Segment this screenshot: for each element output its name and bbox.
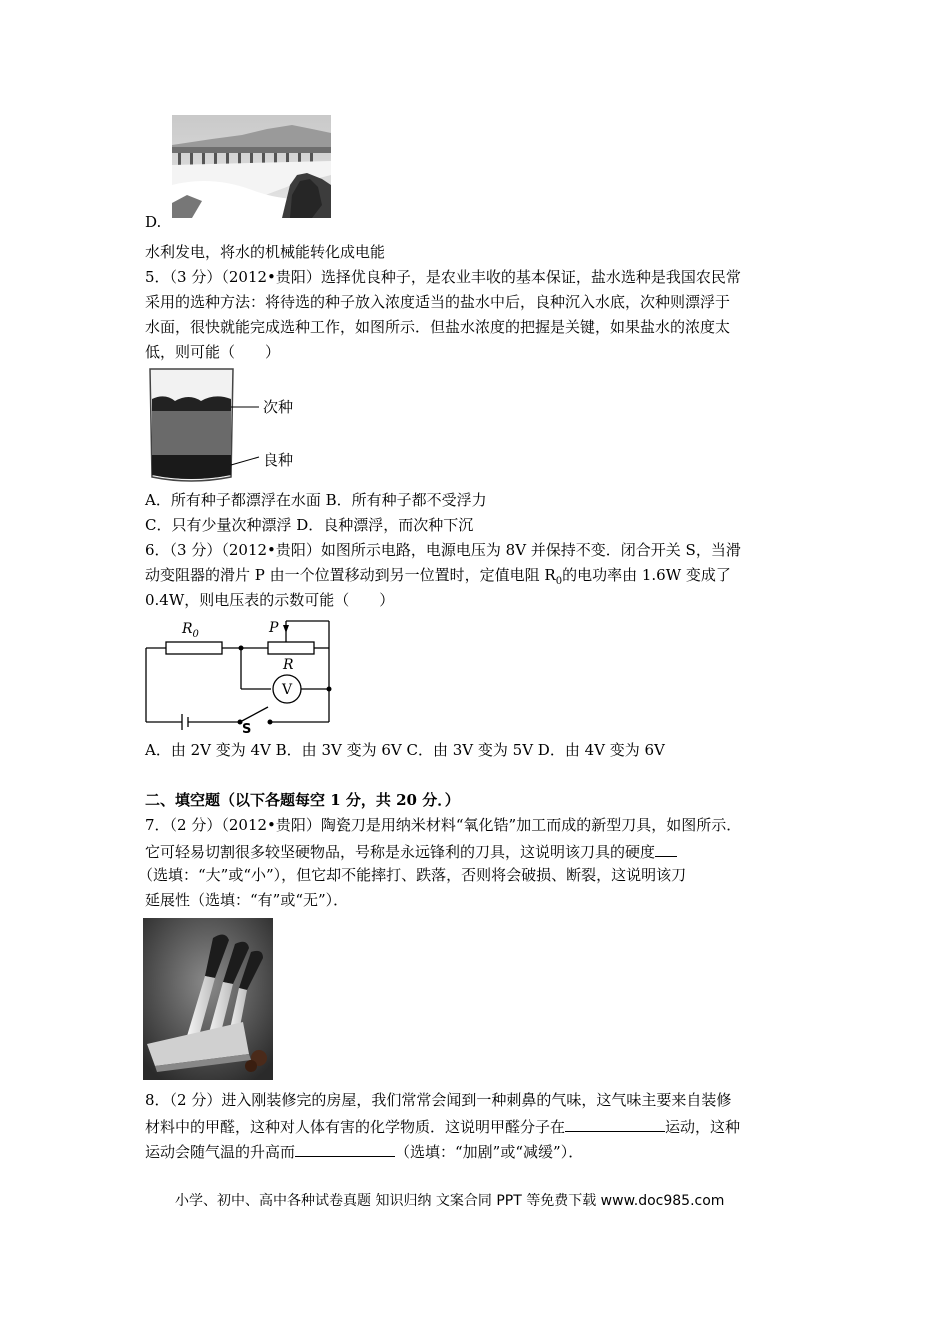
voltmeter-symbol: V xyxy=(282,682,293,698)
q5-options-cd: C．只有少量次种漂浮 D．良种漂浮，而次种下沉 xyxy=(145,516,474,534)
circuit-label-r: R xyxy=(283,657,294,673)
q7-line-3: （选填：“大”或“小”），但它却不能摔打、跌落，否则将会破损、断裂，这说明该刀 xyxy=(138,866,687,884)
q6-line-2-b: 的电功率由 1.6W 变成了 xyxy=(562,566,731,584)
section-2-heading: 二、填空题（以下各题每空 1 分，共 20 分．） xyxy=(145,791,460,809)
q8-blank-1[interactable] xyxy=(565,1113,665,1132)
q4-option-d-label: D. xyxy=(145,213,162,231)
q6-line-2-sub: 0 xyxy=(555,576,563,587)
q6-line-1: 6．（3 分）（2012•贵阳）如图所示电路，电源电压为 8V 并保持不变．闭合开关 S，当滑 xyxy=(145,541,741,559)
q5-options-ab: A．所有种子都漂浮在水面 B．所有种子都不受浮力 xyxy=(145,491,487,509)
q8-line-2-b: 运动，这种 xyxy=(665,1118,741,1136)
q8-line-1: 8．（2 分）进入刚装修完的房屋，我们常常会闻到一种刺鼻的气味，这气味主要来自装修 xyxy=(145,1091,732,1109)
circuit-diagram xyxy=(140,615,340,730)
beaker-label-inferior-seed: 次种 xyxy=(263,398,294,416)
q5-line-4: 低，则可能（ ） xyxy=(145,343,281,361)
circuit-label-r0: $R_0$ xyxy=(182,621,199,640)
q7-line-2 xyxy=(145,838,677,865)
q6-line-3: 0.4W，则电压表的示数可能（ ） xyxy=(145,591,395,609)
page-footer: 小学、初中、高中各种试卷真题 知识归纳 文案合同 PPT 等免费下载 www.doc985.com xyxy=(175,1193,725,1209)
q7-line-1: 7．（2 分）（2012•贵阳）陶瓷刀是用纳米材料“氧化锆”加工而成的新型刀具，如图所示． xyxy=(145,816,742,834)
q8-line-3-a: 运动会随气温的升高而 xyxy=(145,1143,296,1161)
q8-line-2-a: 材料中的甲醛，这种对人体有害的化学物质．这说明甲醛分子在 xyxy=(145,1118,566,1136)
q4-option-d-text: 水利发电，将水的机械能转化成电能 xyxy=(145,243,386,261)
dam-photo xyxy=(172,115,331,218)
q5-line-2: 采用的选种方法：将待选的种子放入浓度适当的盐水中后，良种沉入水底，次种则漂浮于 xyxy=(145,293,731,311)
beaker-label-good-seed: 良种 xyxy=(263,451,294,469)
q8-blank-2[interactable] xyxy=(295,1138,395,1157)
q5-line-1: 5．（3 分）（2012•贵阳）选择优良种子，是农业丰收的基本保证，盐水选种是我国农民常 xyxy=(145,268,741,286)
q7-line-4: 延展性（选填：“有”或“无”）． xyxy=(145,891,349,909)
circuit-label-p: P xyxy=(269,620,279,636)
circuit-label-switch: S xyxy=(242,722,252,737)
q7-blank-1[interactable] xyxy=(655,838,677,857)
q8-line-3 xyxy=(145,1138,583,1165)
q6-options: A．由 2V 变为 4V B．由 3V 变为 6V C．由 3V 变为 5V D．由 4V 变为 6V xyxy=(145,741,665,759)
q7-line-2-text: 它可轻易切割很多较坚硬物品，号称是永远锋利的刀具，这说明该刀具的硬度 xyxy=(145,843,656,861)
q8-line-3-b: （选填：“加剧”或“减缓”）． xyxy=(395,1143,584,1161)
q5-line-3: 水面，很快就能完成选种工作，如图所示．但盐水浓度的把握是关键，如果盐水的浓度太 xyxy=(145,318,731,336)
q6-line-2-a: 动变阻器的滑片 P 由一个位置移动到另一位置时，定值电阻 R xyxy=(145,566,556,584)
q8-line-2 xyxy=(145,1113,740,1140)
ceramic-knife-photo xyxy=(143,918,273,1080)
